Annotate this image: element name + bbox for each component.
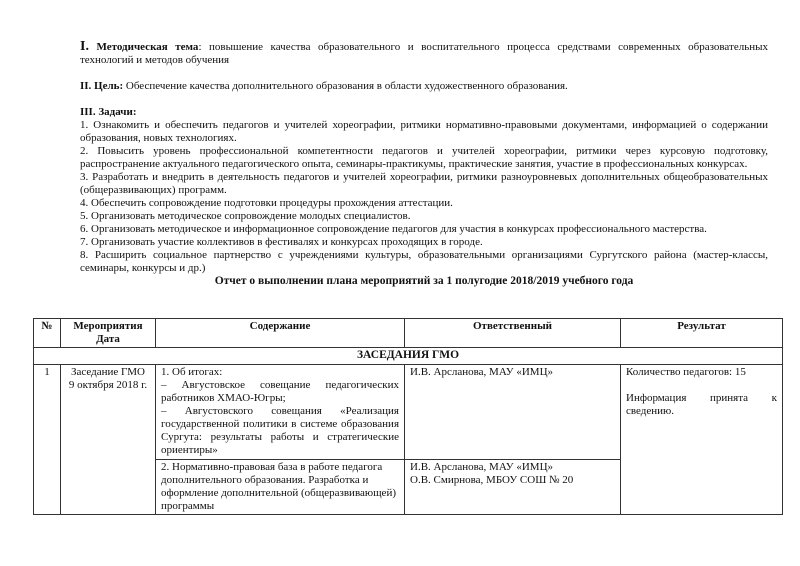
task-item: 4. Обеспечить сопровождение подготовки процедуры прохождения аттестации. — [80, 197, 453, 209]
content-line: – Августовского совещания «Реализация государственной политики в системе образования Сургута: результаты работы и стратегические ориентиры» — [161, 405, 399, 456]
plan-table — [33, 318, 783, 515]
result-count: Количество педагогов: 15 — [626, 366, 746, 378]
tasks-heading: III. Задачи: — [80, 106, 137, 118]
methodical-theme-text: : повышение качества образовательного и воспитательного процесса средствами современных образовательных технологий и методов обучения — [80, 41, 768, 66]
responsible-person: И.В. Арсланова, МАУ «ИМЦ» — [410, 461, 554, 473]
goal — [80, 80, 768, 93]
row-result — [621, 365, 783, 515]
event-date: 9 октября 2018 г. — [68, 379, 148, 391]
result-note: Информация принята к сведению. — [626, 392, 777, 417]
numeral-one: I. — [80, 39, 89, 54]
methodical-theme — [80, 40, 768, 67]
row-responsible — [405, 365, 621, 460]
row-responsible — [405, 460, 621, 515]
header-num: № — [34, 319, 61, 348]
section-title: ЗАСЕДАНИЯ ГМО — [34, 348, 783, 365]
report-title: Отчет о выполнении плана мероприятий за 1 полугодие 2018/2019 учебного года — [214, 275, 634, 287]
header-event — [61, 319, 156, 348]
content-title: 2. Нормативно-правовая база в работе педагога дополнительного образования. Разработка и оформление дополнительной (общеразвивающей) программы — [161, 461, 396, 512]
header-date-label: Дата — [96, 333, 120, 345]
header-responsible: Ответственный — [405, 319, 621, 348]
document-body — [80, 40, 768, 288]
content-line: – Августовское совещание педагогических работников ХМАО-Югры; — [161, 379, 399, 404]
row-number: 1 — [34, 365, 61, 515]
task-item: 7. Организовать участие коллективов в фестивалях и конкурсах проходящих в городе. — [80, 236, 483, 248]
content-title: 1. Об итогах: — [161, 366, 223, 378]
row-event — [61, 365, 156, 515]
task-item: 5. Организовать методическое сопровождение молодых специалистов. — [80, 210, 411, 222]
table-row — [34, 365, 783, 460]
responsible-person: И.В. Арсланова, МАУ «ИМЦ» — [410, 366, 554, 378]
task-item: 2. Повысить уровень профессиональной компетентности педагогов и учителей хореографии, ритмики через курсовую подготовку, распространение актуального педагогического опыта, семинары-практикумы, практические занятия, участие в профессиональных конкурсах. — [80, 145, 768, 170]
task-item: 1. Ознакомить и обеспечить педагогов и учителей хореографии, ритмики нормативно-правовыми документами, информацией о содержании образования, новых технологиях. — [80, 119, 768, 144]
table-header-row — [34, 319, 783, 348]
header-event-label: Мероприятия — [73, 320, 143, 332]
goal-text: Обеспечение качества дополнительного образования в области художественного образования. — [123, 80, 568, 92]
responsible-person: О.В. Смирнова, МБОУ СОШ № 20 — [410, 474, 574, 486]
task-item: 8. Расширить социальное партнерство с учреждениями культуры, образовательными организациями Сургутского района (мастер-классы, семинары, конкурсы и др.) — [80, 249, 768, 274]
goal-label: II. Цель: — [80, 80, 124, 92]
row-content — [156, 365, 405, 460]
task-item: 3. Разработать и внедрить в деятельность педагогов и учителей хореографии, ритмики разноуровневых дополнительных общеобразовательных (общеразвивающих) программ. — [80, 171, 768, 196]
header-result: Результат — [621, 319, 783, 348]
row-content — [156, 460, 405, 515]
section-row — [34, 348, 783, 365]
event-name: Заседание ГМО — [71, 366, 145, 378]
methodical-theme-label: Методическая тема — [96, 41, 199, 53]
task-item: 6. Организовать методическое и информационное сопровождение педагогов для участия в конкурсах профессионального мастерства. — [80, 223, 707, 235]
header-content: Содержание — [156, 319, 405, 348]
